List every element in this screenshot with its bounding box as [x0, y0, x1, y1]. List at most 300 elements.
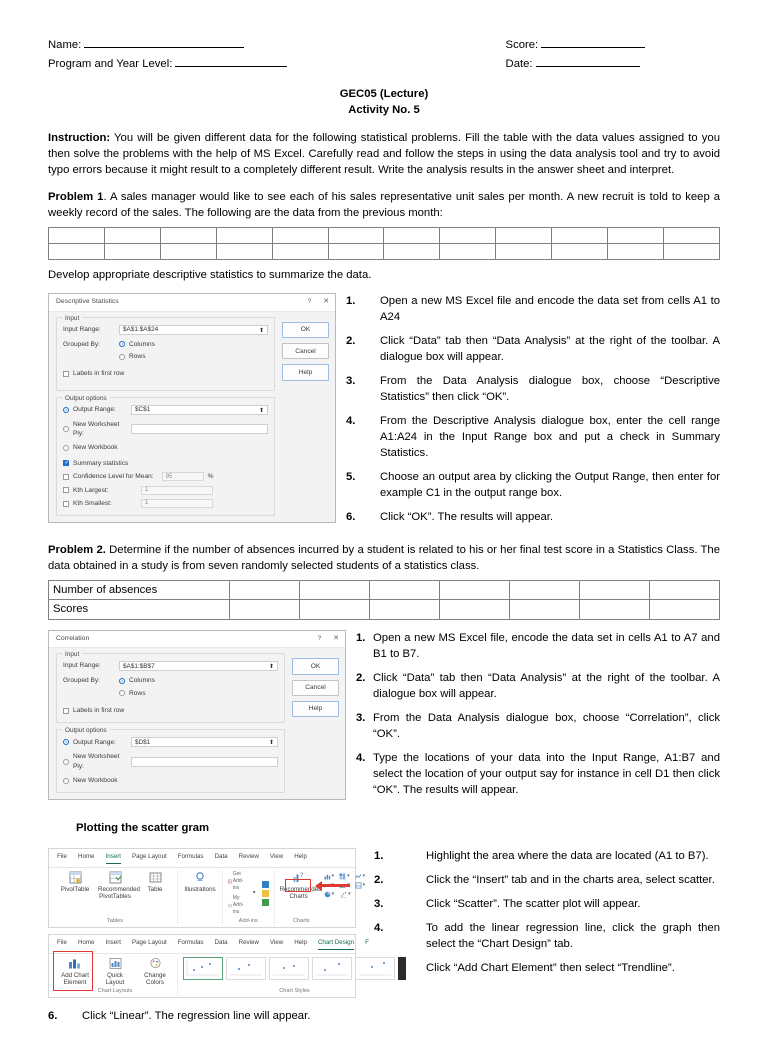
descriptive-statistics-dialog[interactable]: [48, 293, 336, 523]
swatch-yellow-icon: [262, 890, 269, 897]
labels-first-row-checkbox-icon: [63, 708, 69, 714]
table-cell[interactable]: [328, 227, 384, 243]
input-group: [56, 653, 285, 723]
column-chart-icon: [324, 873, 331, 880]
insert-ribbon-screenshot[interactable]: [48, 848, 366, 928]
tab-home[interactable]: Home: [77, 852, 95, 860]
labels-first-row-checkbox[interactable]: [63, 369, 268, 378]
table-cell[interactable]: [649, 581, 719, 600]
new-workbook-option[interactable]: [63, 443, 268, 452]
addins-dropdown-icon[interactable]: ▾: [252, 890, 256, 897]
tab-page-layout[interactable]: Page Layout: [131, 852, 167, 860]
scatter-final-step: [48, 1008, 720, 1024]
input-range-value: $A$1:$B$7: [123, 662, 155, 670]
ribbon-group-tables: [53, 871, 178, 927]
ribbon-group-caption-charts: Charts: [293, 918, 310, 925]
table-row: [49, 227, 720, 243]
table-cell[interactable]: [580, 581, 650, 600]
ok-button[interactable]: OK: [292, 658, 339, 674]
new-worksheet-input[interactable]: [131, 757, 278, 767]
radio-rows-icon: [119, 690, 125, 696]
chart-style-option[interactable]: [312, 957, 352, 980]
output-range-input[interactable]: [131, 737, 278, 747]
kth-largest-value: 1: [145, 486, 149, 493]
program-label: Program and Year Level:: [48, 58, 173, 71]
step-text: Open a new MS Excel file and encode the data set from cells A1 to A24: [380, 295, 720, 324]
chart-style-dark-option[interactable]: [398, 957, 406, 980]
list-item: [374, 896, 720, 912]
cancel-button[interactable]: Cancel: [292, 680, 339, 696]
table-cell[interactable]: [510, 600, 580, 619]
get-addins-button[interactable]: [228, 871, 247, 892]
confidence-level-value: 95: [165, 473, 173, 480]
table-cell[interactable]: [580, 600, 650, 619]
step-number: 2.: [374, 873, 384, 886]
hierarchy-chart-icon: [339, 873, 346, 880]
dialog-titlebar: [49, 294, 335, 312]
table-cell[interactable]: [552, 227, 608, 243]
change-colors-label: Change Colors: [144, 971, 166, 987]
close-icon[interactable]: ✕: [323, 298, 329, 305]
addins-commands: [228, 871, 247, 917]
program-input-line[interactable]: [175, 55, 287, 67]
help-button[interactable]: Help: [282, 364, 329, 380]
table-cell[interactable]: [608, 227, 664, 243]
score-input-line[interactable]: [541, 36, 645, 48]
step-text: Click “OK”. The results will appear.: [380, 511, 554, 524]
new-worksheet-input[interactable]: [131, 424, 268, 434]
labels-first-row-checkbox[interactable]: [63, 706, 278, 715]
tab-data[interactable]: Data: [214, 939, 228, 947]
summary-statistics-checkbox[interactable]: [63, 459, 268, 468]
descriptive-statistics-dialog-wrap: [48, 293, 336, 523]
radio-rows[interactable]: [119, 352, 268, 361]
chart-type-row: [324, 873, 366, 880]
table-cell[interactable]: [440, 600, 510, 619]
table-cell[interactable]: [300, 581, 370, 600]
ribbon-group-caption-chart-layouts: Chart Layouts: [97, 988, 133, 995]
radio-columns-label: Columns: [129, 677, 156, 685]
table-cell[interactable]: [370, 581, 440, 600]
help-button[interactable]: Help: [292, 701, 339, 717]
input-range-value: $A$1:$A$24: [123, 326, 159, 334]
table-row: [49, 600, 720, 619]
table-cell[interactable]: [49, 243, 105, 259]
tab-review[interactable]: Review: [238, 939, 259, 947]
score-field-row: [506, 36, 720, 53]
confidence-level-input[interactable]: [162, 472, 204, 481]
step-number: 1.: [346, 295, 356, 307]
output-range-field: [63, 737, 278, 747]
quick-layout-icon: [98, 957, 132, 970]
radio-rows-label: Rows: [129, 689, 146, 697]
list-item: [356, 670, 720, 702]
list-item: [346, 333, 720, 365]
arrow-shaft: [322, 884, 350, 887]
output-range-label: Output Range:: [73, 406, 116, 414]
get-addins-icon: [228, 878, 232, 885]
kth-smallest-checkbox[interactable]: [63, 499, 268, 508]
statistic-chart-button[interactable]: ▾: [355, 882, 366, 889]
problem2-paragraph: [48, 542, 720, 574]
table-label: Table: [147, 885, 163, 893]
page-title: [48, 86, 720, 119]
ribbon-group-items: [228, 871, 269, 917]
table-cell[interactable]: [608, 243, 664, 259]
tab-insert[interactable]: Insert: [106, 853, 121, 864]
instruction-paragraph: [48, 130, 720, 178]
ribbon-tab-bar: [49, 849, 355, 867]
step-number: 6.: [346, 511, 356, 524]
list-item: [346, 413, 720, 461]
pivottable-label: PivotTable: [60, 885, 90, 893]
list-item: [356, 630, 720, 662]
table-cell[interactable]: [496, 227, 552, 243]
table-cell[interactable]: [384, 243, 440, 259]
help-icon[interactable]: ?: [317, 634, 322, 642]
table-cell[interactable]: [160, 227, 216, 243]
problem1-text: . A sales manager would like to see each of his sales representative unit sales per month. A new recruit is told to keep a weekly record of the sales. The following are the data from the previous month:: [48, 190, 720, 219]
step-text: Type the locations of your data into the Input Range, A1:B7 and select the location of your output say for instance in cell D1 then click “OK”. The results will appear.: [373, 751, 720, 796]
help-icon[interactable]: ?: [307, 298, 312, 305]
change-colors-button[interactable]: [138, 957, 172, 986]
problem2-text: Determine if the number of absences incurred by a student is related to his or her final test score in a Statistics Class. The data obtained in a study is from seven randomly selected students of a statistics class.: [48, 544, 720, 573]
illustrations-label: Illustrations: [184, 885, 216, 893]
step-number: 3.: [374, 897, 384, 910]
radio-new-workbook-icon: [63, 445, 69, 451]
radio-output-range-icon[interactable]: [63, 407, 69, 413]
tab-file[interactable]: File: [57, 852, 67, 860]
table-cell[interactable]: [440, 581, 510, 600]
correlation-dialog[interactable]: [48, 630, 346, 801]
kth-smallest-value: 1: [145, 500, 149, 507]
step-number: 4.: [356, 751, 366, 764]
radio-columns-icon: [119, 341, 125, 347]
step-text: Click “Data” tab then “Data Analysis” at the right of the toolbar. A dialogue box will appear.: [373, 671, 720, 700]
chart-style-option[interactable]: [226, 957, 266, 980]
radio-rows-label: Rows: [129, 353, 146, 360]
name-input-line[interactable]: [84, 36, 244, 48]
table-cell[interactable]: [300, 600, 370, 619]
table-cell[interactable]: [104, 243, 160, 259]
list-item: [346, 469, 720, 501]
chart-style-option[interactable]: [183, 957, 223, 980]
quick-layout-button[interactable]: [98, 957, 132, 986]
radio-columns-label: Columns: [129, 340, 156, 348]
output-group-caption: Output options: [62, 394, 110, 403]
tab-help[interactable]: Help: [294, 939, 307, 947]
problem1-data-table[interactable]: [48, 227, 720, 260]
hierarchy-chart-button[interactable]: ▾: [339, 873, 350, 880]
output-group-caption: Output options: [62, 726, 110, 735]
add-chart-element-highlight-box: [53, 951, 93, 991]
kth-largest-input[interactable]: [141, 486, 213, 495]
close-icon[interactable]: ✕: [333, 634, 339, 642]
correlation-dialog-wrap: [48, 630, 346, 801]
instruction-text: You will be given different data for the following statistical problems. Fill the table with the data values assigned to you then solve the problems with the help of MS Excel. Carefully read and follow the steps in using the data analysis tool and try to avoid typo errors because it might result to a completely different result. Write the analysis results in the answer sheet and interpret.: [48, 131, 720, 176]
change-colors-icon: [138, 957, 172, 970]
tab-data[interactable]: Data: [214, 852, 228, 860]
table-row: [49, 581, 720, 600]
dialog-titlebar: [49, 631, 345, 649]
table-cell[interactable]: [552, 243, 608, 259]
step-text: From the Data Analysis dialogue box, choose “Descriptive Statistics” then click “OK”.: [380, 375, 720, 404]
problem2-data-table[interactable]: [48, 580, 720, 619]
ribbon-group-caption-addins: Add-ins: [238, 918, 258, 925]
date-label: Date:: [505, 58, 533, 71]
arrow-head-icon: [315, 881, 322, 891]
problem2-dialog-steps-block: [48, 630, 720, 806]
tab-formulas[interactable]: Formulas: [177, 852, 204, 860]
tab-home[interactable]: Home: [77, 939, 95, 947]
illustrations-button[interactable]: [183, 871, 217, 893]
tab-format-partial[interactable]: F: [365, 939, 369, 947]
chart-design-ribbon-screenshot[interactable]: [48, 934, 369, 998]
name-label: Name:: [48, 39, 82, 51]
step-number: 5.: [346, 471, 356, 484]
output-range-value: $C$1: [135, 406, 151, 414]
radio-new-worksheet-icon[interactable]: [63, 426, 69, 432]
my-addins-label: My Add-ins: [232, 894, 244, 916]
ribbon-group-caption-chart-styles: Chart Styles: [279, 988, 310, 995]
table-cell[interactable]: [440, 227, 496, 243]
table-cell[interactable]: [370, 600, 440, 619]
new-worksheet-field: [63, 420, 268, 439]
radio-columns-icon: [119, 678, 125, 684]
radio-new-worksheet-icon[interactable]: [63, 759, 69, 765]
dialog-title: Descriptive Statistics: [56, 298, 119, 305]
table-cell[interactable]: [49, 227, 105, 243]
problem2-table-body: [49, 581, 720, 619]
new-worksheet-label: New Worksheet Ply:: [73, 420, 120, 438]
chart-style-option[interactable]: [355, 957, 395, 980]
radio-rows[interactable]: [119, 689, 278, 698]
table-cell[interactable]: [230, 600, 300, 619]
pie-chart-button[interactable]: ▾: [324, 891, 335, 898]
dialog-title: Correlation: [56, 634, 90, 642]
table-cell[interactable]: [272, 243, 328, 259]
step-text: To add the linear regression line, click the graph then select the “Chart Design” tab.: [426, 921, 720, 950]
step-number: 3.: [356, 711, 366, 724]
table-icon: [138, 871, 172, 884]
pivottable-button[interactable]: [58, 871, 92, 893]
ribbon-body: [49, 867, 366, 928]
header-form: [48, 36, 720, 74]
chart-type-row: [324, 891, 366, 898]
table-cell[interactable]: [510, 581, 580, 600]
step-text: From the Data Analysis dialogue box, choose “Correlation”, click “OK”.: [373, 711, 720, 740]
scatter-ribbons-steps-block: [48, 848, 720, 998]
ribbon-group-caption-tables: Tables: [106, 918, 124, 925]
row-header-cell: Number of absences: [49, 581, 230, 600]
summary-statistics-label: Summary statistics: [73, 459, 129, 467]
date-field-row: [506, 55, 720, 72]
my-addins-button[interactable]: [228, 895, 247, 916]
table-cell[interactable]: [216, 243, 272, 259]
confidence-level-checkbox[interactable]: [63, 472, 268, 481]
ribbon-group-illustrations: [178, 871, 223, 927]
table-cell[interactable]: [440, 243, 496, 259]
table-cell[interactable]: [104, 227, 160, 243]
table-cell[interactable]: [216, 227, 272, 243]
radio-rows-icon: [119, 354, 125, 360]
recommended-charts-label: Recommended Charts: [279, 885, 322, 900]
list-item: [374, 960, 720, 976]
tab-view[interactable]: View: [269, 939, 284, 947]
dialog-buttons: [285, 653, 339, 793]
list-item: [374, 872, 720, 888]
input-group: [56, 314, 275, 391]
chart-style-option[interactable]: [269, 957, 309, 980]
list-item: [374, 848, 720, 864]
tab-view[interactable]: View: [269, 852, 284, 860]
cancel-button[interactable]: Cancel: [282, 343, 329, 359]
tab-page-layout[interactable]: Page Layout: [131, 939, 167, 947]
kth-largest-checkbox[interactable]: [63, 486, 268, 495]
tab-help[interactable]: Help: [294, 852, 307, 860]
kth-largest-checkbox-icon: [63, 487, 69, 493]
ribbon-group-chart-styles: [178, 957, 411, 996]
waterfall-chart-button[interactable]: ▾: [355, 873, 366, 880]
ribbon-group-caption-blank: [183, 916, 217, 926]
table-cell[interactable]: [272, 227, 328, 243]
dialog-body: [49, 648, 345, 799]
instruction-label: Instruction:: [48, 131, 111, 144]
problem2-label: Problem 2.: [48, 544, 106, 557]
quick-layout-label: Quick Layout: [105, 971, 125, 987]
scatter-section-heading: Plotting the scatter gram: [76, 821, 210, 834]
table-cell[interactable]: [649, 600, 719, 619]
range-picker-icon[interactable]: ⬆: [258, 407, 265, 414]
dialog-main-column: [56, 653, 285, 793]
input-group-caption: Input: [62, 650, 82, 659]
grouped-by-field: [63, 676, 278, 701]
output-range-input[interactable]: [131, 405, 268, 415]
recommended-pivottables-button[interactable]: [98, 871, 140, 900]
table-cell[interactable]: [230, 581, 300, 600]
confidence-level-checkbox-icon: [63, 474, 69, 480]
table-cell[interactable]: [160, 243, 216, 259]
my-addins-icon: [228, 902, 232, 909]
get-addins-label: Get Add-ins: [232, 870, 244, 891]
new-workbook-label: New Workbook: [73, 444, 118, 452]
svg-text:?: ?: [300, 872, 304, 879]
tab-insert[interactable]: Insert: [105, 939, 121, 947]
kth-largest-label: Kth Largest:: [73, 486, 109, 494]
swatch-blue-icon: [262, 881, 269, 888]
output-options-group: [56, 394, 275, 517]
list-item: [346, 509, 720, 525]
table-button[interactable]: [138, 871, 172, 893]
step-text: Highlight the area where the data are located (A1 to B7).: [426, 849, 709, 862]
radio-new-workbook-icon: [63, 778, 69, 784]
step-text: Click “Linear”. The regression line will appear.: [82, 1010, 311, 1023]
table-cell[interactable]: [384, 227, 440, 243]
dialog-main-column: [56, 314, 275, 517]
step-text: Click “Add Chart Element” then select “Trendline”.: [426, 961, 675, 974]
table-row: [49, 243, 720, 259]
table-cell[interactable]: [496, 243, 552, 259]
step-number: 4.: [374, 921, 384, 934]
grouped-by-options: [119, 676, 278, 701]
scatter-chart-button[interactable]: ▾: [339, 891, 352, 898]
statistic-chart-icon: [355, 882, 362, 889]
new-worksheet-field: [63, 752, 278, 771]
radio-output-range-icon[interactable]: [63, 739, 69, 745]
list-item: [374, 920, 720, 952]
problem1-steps-list: [336, 293, 720, 533]
problem1-label: Problem 1: [48, 190, 104, 203]
new-workbook-option[interactable]: [63, 776, 278, 785]
course-title: GEC05 (Lecture): [339, 88, 429, 101]
header-right-fields: [492, 36, 720, 74]
step-text: Choose an output area by clicking the Output Range, then enter for example C1 in the output range box.: [380, 471, 720, 500]
add-chart-element-label: Add Chart Element: [61, 971, 89, 987]
radio-columns[interactable]: [119, 676, 278, 685]
problem1-dialog-steps-block: [48, 293, 720, 533]
new-workbook-label: New Workbook: [73, 776, 118, 784]
output-range-value: $D$1: [135, 738, 151, 746]
date-input-line[interactable]: [536, 55, 640, 67]
step-number: 1.: [356, 631, 366, 644]
summary-statistics-checkbox-icon: [63, 460, 69, 466]
input-range-input[interactable]: [119, 325, 268, 335]
range-picker-icon[interactable]: ⬆: [268, 740, 275, 747]
step-number: 1.: [374, 849, 384, 862]
tab-file[interactable]: File: [57, 939, 67, 947]
input-range-field: [63, 325, 268, 335]
scatter-chart-icon: [340, 891, 347, 898]
problem1-after-table-text: Develop appropriate descriptive statistics to summarize the data.: [48, 268, 372, 281]
ok-button[interactable]: OK: [282, 322, 329, 338]
table-cell[interactable]: [328, 243, 384, 259]
pivottable-icon: [58, 871, 92, 884]
input-range-label: Input Range:: [63, 325, 101, 333]
ribbon-tab-bar: [49, 935, 369, 953]
tab-review[interactable]: Review: [238, 852, 259, 860]
row-header-cell: Scores: [49, 600, 230, 619]
step-text: Open a new MS Excel file, encode the data set in cells A1 to A7 and B1 to B7.: [373, 631, 720, 660]
swatch-green-icon: [262, 899, 269, 906]
tab-chart-design[interactable]: Chart Design: [318, 939, 354, 950]
labels-first-row-label: Labels in first row: [73, 706, 125, 714]
radio-columns[interactable]: [119, 340, 268, 349]
kth-smallest-input[interactable]: [141, 499, 213, 508]
range-picker-icon[interactable]: ⬆: [268, 664, 275, 671]
output-options-group: [56, 729, 285, 793]
activity-title: Activity No. 5: [348, 104, 420, 117]
range-picker-icon[interactable]: ⬆: [258, 327, 265, 334]
step-text: From the Descriptive Analysis dialogue box, enter the cell range A1:A24 in the Input Range box and put a check in Summary Statistics.: [380, 415, 720, 460]
illustrations-icon: [183, 871, 217, 884]
step-text: Click “Data” tab then “Data Analysis” at the right of the toolbar. A dialogue box will appear.: [380, 335, 720, 364]
ribbon-screenshots-column: [48, 848, 369, 998]
column-chart-button[interactable]: ▾: [324, 873, 335, 880]
percent-label: %: [207, 473, 214, 481]
input-range-input[interactable]: [119, 661, 278, 671]
problem1-paragraph: [48, 189, 720, 221]
step-text: Click the “Insert” tab and in the charts area, select scatter.: [426, 873, 715, 886]
tab-formulas[interactable]: Formulas: [177, 939, 204, 947]
list-item: [356, 750, 720, 798]
table-cell[interactable]: [663, 227, 719, 243]
step-number: 4.: [346, 415, 356, 428]
grouped-by-options: [119, 340, 268, 365]
list-item: [346, 293, 720, 325]
pie-chart-icon: [324, 891, 331, 898]
table-cell[interactable]: [663, 243, 719, 259]
problem1-table-body: [49, 227, 720, 259]
